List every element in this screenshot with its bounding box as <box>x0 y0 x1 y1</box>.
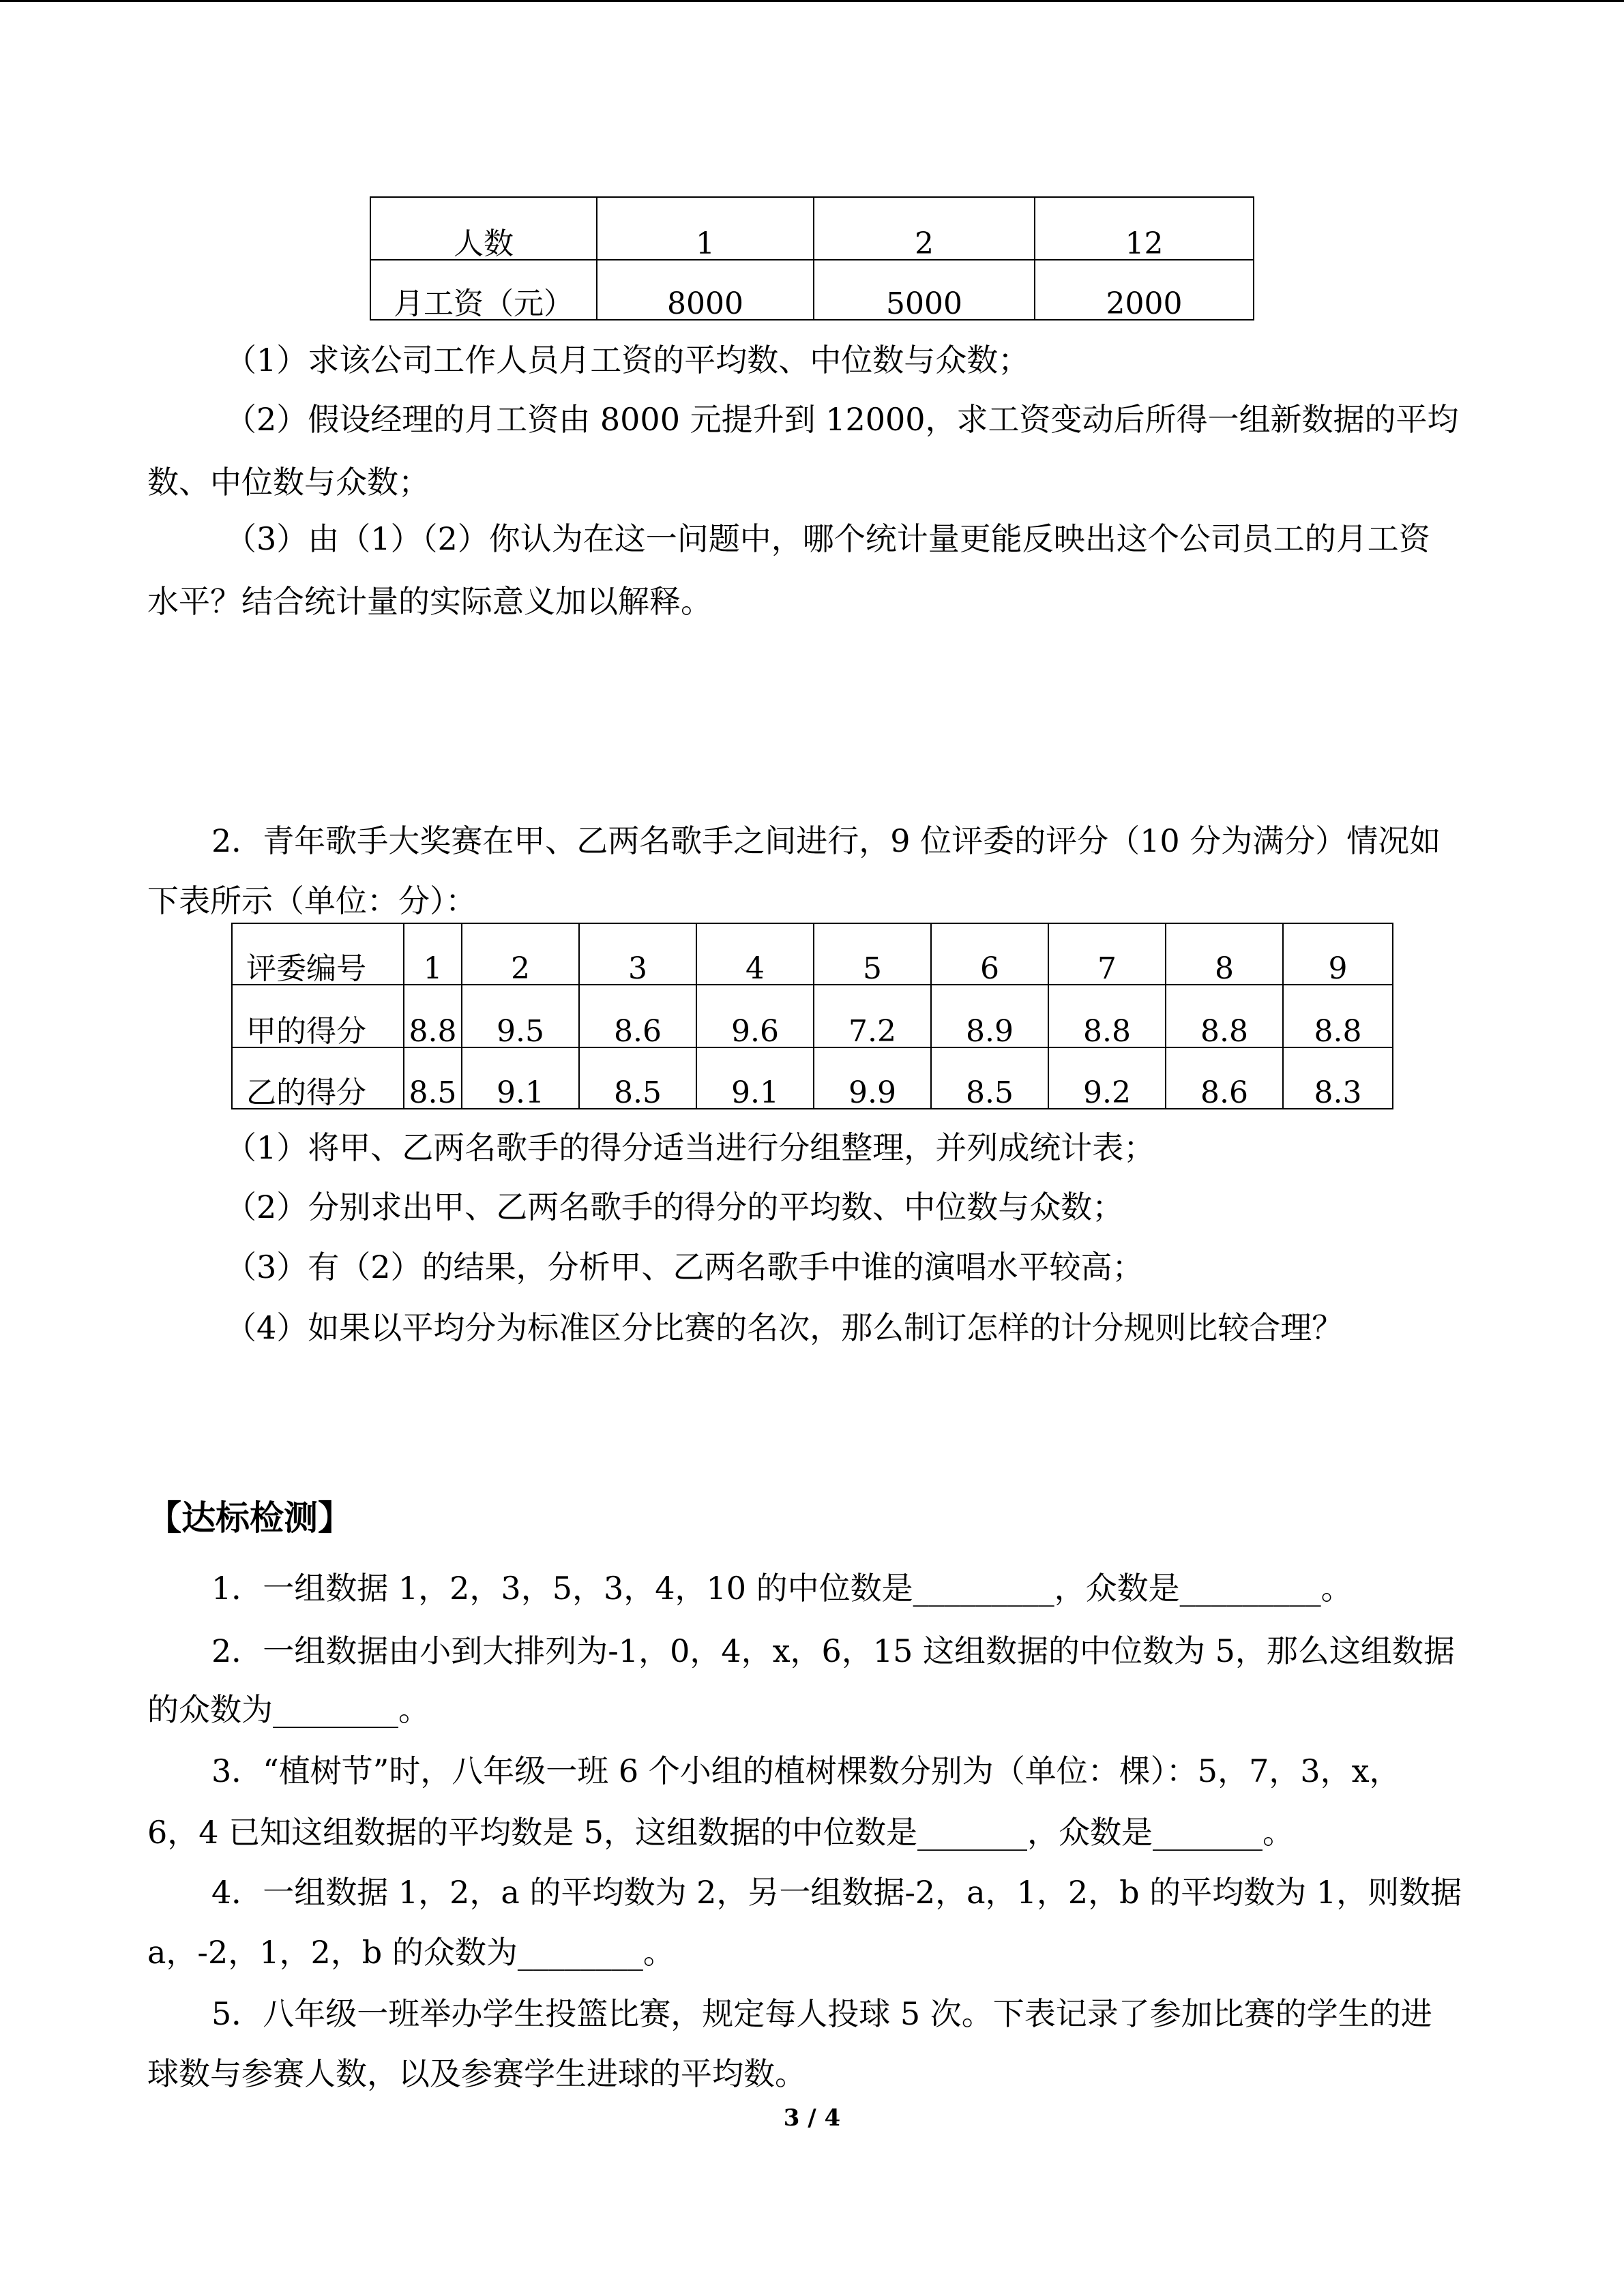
table-row <box>232 1047 1393 1109</box>
table-cell: 5000 <box>814 260 1035 320</box>
score-cell: 9.9 <box>814 1047 931 1109</box>
q2-part2: （2）分别求出甲、乙两名歌手的得分的平均数、中位数与众数； <box>225 1189 1124 1225</box>
row-label: 甲的得分 <box>232 985 404 1047</box>
table-row <box>232 985 1393 1047</box>
exercise-2-cont: 的众数为________。 <box>147 1691 430 1728</box>
score-cell: 9.6 <box>696 985 814 1047</box>
problem2-intro: 2．青年歌手大奖赛在甲、乙两名歌手之间进行，9 位评委的评分（10 分为满分）情况如 <box>211 822 1441 859</box>
judge-number: 1 <box>404 923 462 985</box>
table-row <box>370 197 1254 260</box>
score-cell: 8.5 <box>579 1047 696 1109</box>
table-row <box>370 260 1254 320</box>
score-cell: 9.1 <box>696 1047 814 1109</box>
exercise-4: 4．一组数据 1，2，a 的平均数为 2，另一组数据-2，a，1，2，b 的平均数为 1，则数据 <box>211 1874 1462 1911</box>
table-cell: 2000 <box>1035 260 1254 320</box>
score-cell: 8.5 <box>404 1047 462 1109</box>
exercise-3-cont: 6，4 已知这组数据的平均数是 5，这组数据的中位数是_______，众数是_______。 <box>147 1814 1295 1851</box>
score-cell: 8.8 <box>1048 985 1166 1047</box>
score-cell: 8.6 <box>1166 1047 1283 1109</box>
judge-number: 4 <box>696 923 814 985</box>
exercise-2: 2．一组数据由小到大排列为-1，0，4，x，6，15 这组数据的中位数为 5，那么这组数据 <box>211 1632 1455 1669</box>
judge-number: 6 <box>931 923 1048 985</box>
problem2-intro-cont: 下表所示（单位：分）： <box>147 882 477 919</box>
score-cell: 8.9 <box>931 985 1048 1047</box>
score-cell: 8.3 <box>1283 1047 1393 1109</box>
scores-table <box>231 923 1393 1109</box>
exercise-5: 5．八年级一班举办学生投篮比赛，规定每人投球 5 次。下表记录了参加比赛的学生的进 <box>211 1995 1432 2032</box>
exercise-3: 3．“植树节”时，八年级一班 6 个小组的植树棵数分别为（单位：棵）：5，7，3，x， <box>211 1753 1401 1789</box>
judge-number: 7 <box>1048 923 1166 985</box>
q1-part1: （1）求该公司工作人员月工资的平均数、中位数与众数； <box>225 342 1030 378</box>
score-cell: 8.8 <box>1166 985 1283 1047</box>
table-cell: 1 <box>597 197 814 260</box>
q2-part1: （1）将甲、乙两名歌手的得分适当进行分组整理，并列成统计表； <box>225 1129 1155 1166</box>
q2-part3: （3）有（2）的结果，分析甲、乙两名歌手中谁的演唱水平较高； <box>225 1249 1144 1285</box>
score-cell: 9.2 <box>1048 1047 1166 1109</box>
q2-part4: （4）如果以平均分为标准区分比赛的名次，那么制订怎样的计分规则比较合理？ <box>225 1309 1344 1346</box>
table-cell: 12 <box>1035 197 1254 260</box>
score-cell: 8.8 <box>1283 985 1393 1047</box>
score-cell: 8.5 <box>931 1047 1048 1109</box>
table-row <box>232 923 1393 985</box>
salary-table <box>370 196 1254 320</box>
score-cell: 9.5 <box>462 985 579 1047</box>
top-border-line <box>0 0 1624 2</box>
row-label: 人数 <box>370 197 597 260</box>
score-cell: 8.8 <box>404 985 462 1047</box>
q1-part3: （3）由（1）（2）你认为在这一问题中，哪个统计量更能反映出这个公司员工的月工资 <box>225 520 1430 557</box>
exercise-1: 1．一组数据 1，2，3，5，3，4，10 的中位数是_________，众数是_________。 <box>211 1570 1353 1607</box>
score-cell: 9.1 <box>462 1047 579 1109</box>
table-cell: 2 <box>814 197 1035 260</box>
judge-number: 3 <box>579 923 696 985</box>
judge-number: 8 <box>1166 923 1283 985</box>
q1-part2: （2）假设经理的月工资由 8000 元提升到 12000，求工资变动后所得一组新数据的平均 <box>225 401 1459 438</box>
judge-number: 9 <box>1283 923 1393 985</box>
row-label: 乙的得分 <box>232 1047 404 1109</box>
judge-number: 2 <box>462 923 579 985</box>
q1-part3-cont: 水平？结合统计量的实际意义加以解释。 <box>147 583 712 620</box>
score-cell: 8.6 <box>579 985 696 1047</box>
judge-number: 5 <box>814 923 931 985</box>
exercise-5-cont: 球数与参赛人数，以及参赛学生进球的平均数。 <box>147 2055 806 2092</box>
table-cell: 8000 <box>597 260 814 320</box>
q1-part2-cont: 数、中位数与众数； <box>147 464 430 501</box>
page-number: 3 / 4 <box>783 2104 841 2132</box>
score-cell: 7.2 <box>814 985 931 1047</box>
section-title: 【达标检测】 <box>147 1498 352 1538</box>
row-label: 月工资（元） <box>370 260 597 320</box>
exercise-4-cont: a，-2，1，2，b 的众数为________。 <box>147 1934 675 1971</box>
header-label: 评委编号 <box>232 923 404 985</box>
